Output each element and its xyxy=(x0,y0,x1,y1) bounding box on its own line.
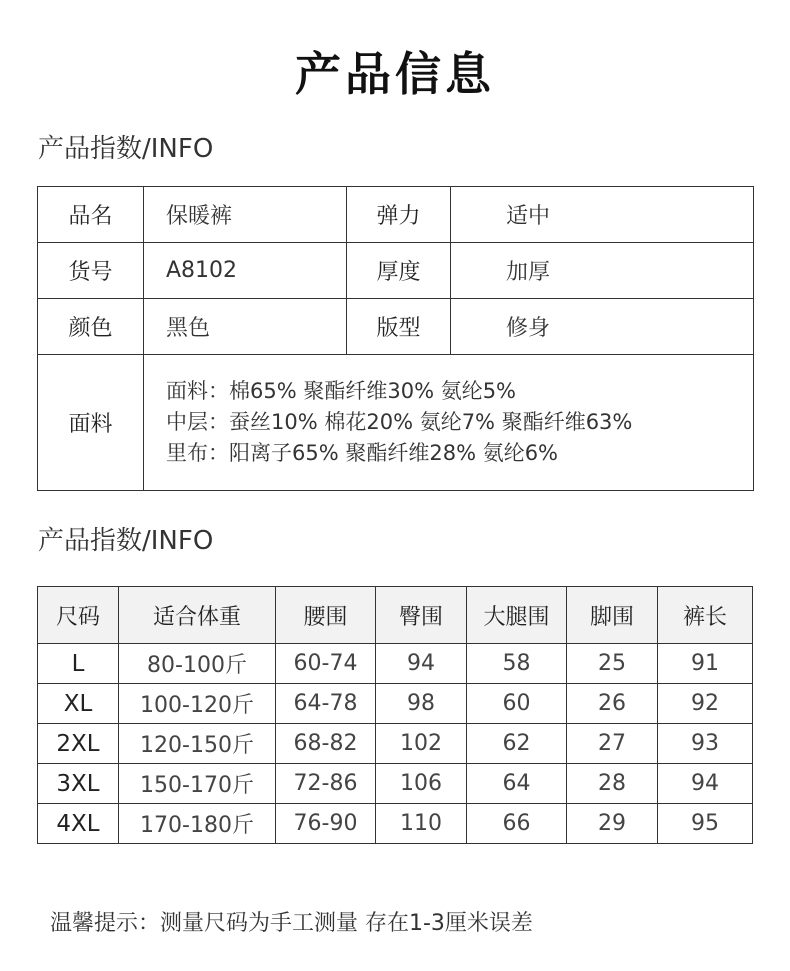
name-value: 保暖裤 xyxy=(144,187,347,243)
fabric-label: 面料 xyxy=(38,355,144,491)
fabric-line-outer: 面料：棉65% 聚酯纤维30% 氨纶5% xyxy=(166,379,517,403)
cell-length: 95 xyxy=(658,804,753,844)
table-header-row xyxy=(38,587,753,644)
measurement-tip: 温馨提示：测量尺码为手工测量 存在1-3厘米误差 xyxy=(50,911,533,936)
fabric-line-middle: 中层：蚕丝10% 棉花20% 氨纶7% 聚酯纤维63% xyxy=(166,410,633,434)
cell-weight: 80-100斤 xyxy=(119,644,276,684)
cell-length: 92 xyxy=(658,684,753,724)
elastic-label: 弹力 xyxy=(347,187,451,243)
cell-waist: 72-86 xyxy=(276,764,376,804)
cell-size: 3XL xyxy=(38,764,119,804)
cell-ankle: 28 xyxy=(567,764,658,804)
table-row xyxy=(38,355,754,491)
cell-length: 93 xyxy=(658,724,753,764)
color-value: 黑色 xyxy=(144,299,347,355)
header-thigh: 大腿围 xyxy=(467,587,567,644)
header-waist: 腰围 xyxy=(276,587,376,644)
cell-weight: 100-120斤 xyxy=(119,684,276,724)
cell-thigh: 66 xyxy=(467,804,567,844)
cell-waist: 60-74 xyxy=(276,644,376,684)
cell-thigh: 64 xyxy=(467,764,567,804)
color-label: 颜色 xyxy=(38,299,144,355)
fit-label: 版型 xyxy=(347,299,451,355)
table-row xyxy=(38,187,754,243)
cell-waist: 64-78 xyxy=(276,684,376,724)
name-label: 品名 xyxy=(38,187,144,243)
table-row xyxy=(38,684,753,724)
thickness-value: 加厚 xyxy=(451,243,754,299)
cell-ankle: 25 xyxy=(567,644,658,684)
table-row xyxy=(38,724,753,764)
cell-ankle: 27 xyxy=(567,724,658,764)
table-row xyxy=(38,299,754,355)
header-ankle: 脚围 xyxy=(567,587,658,644)
cell-hip: 110 xyxy=(376,804,467,844)
cell-size: L xyxy=(38,644,119,684)
elastic-value: 适中 xyxy=(451,187,754,243)
header-length: 裤长 xyxy=(658,587,753,644)
header-size: 尺码 xyxy=(38,587,119,644)
size-chart-table xyxy=(37,586,753,844)
cell-thigh: 62 xyxy=(467,724,567,764)
fabric-composition xyxy=(144,355,754,491)
cell-size: 4XL xyxy=(38,804,119,844)
cell-ankle: 26 xyxy=(567,684,658,724)
cell-thigh: 60 xyxy=(467,684,567,724)
code-value: A8102 xyxy=(144,243,347,299)
table-row xyxy=(38,243,754,299)
thickness-label: 厚度 xyxy=(347,243,451,299)
section-heading-size: 产品指数/INFO xyxy=(38,526,214,556)
cell-hip: 98 xyxy=(376,684,467,724)
page-title: 产品信息 xyxy=(295,47,495,101)
cell-ankle: 29 xyxy=(567,804,658,844)
header-hip: 臀围 xyxy=(376,587,467,644)
cell-weight: 170-180斤 xyxy=(119,804,276,844)
header-weight: 适合体重 xyxy=(119,587,276,644)
fabric-line-lining: 里布：阳离子65% 聚酯纤维28% 氨纶6% xyxy=(166,441,559,465)
fit-value: 修身 xyxy=(451,299,754,355)
cell-hip: 102 xyxy=(376,724,467,764)
cell-hip: 106 xyxy=(376,764,467,804)
cell-size: XL xyxy=(38,684,119,724)
cell-weight: 150-170斤 xyxy=(119,764,276,804)
table-row xyxy=(38,764,753,804)
cell-waist: 76-90 xyxy=(276,804,376,844)
cell-hip: 94 xyxy=(376,644,467,684)
product-info-table xyxy=(37,186,754,491)
cell-length: 94 xyxy=(658,764,753,804)
section-heading-info: 产品指数/INFO xyxy=(38,134,214,164)
cell-thigh: 58 xyxy=(467,644,567,684)
cell-weight: 120-150斤 xyxy=(119,724,276,764)
code-label: 货号 xyxy=(38,243,144,299)
cell-length: 91 xyxy=(658,644,753,684)
cell-size: 2XL xyxy=(38,724,119,764)
table-row xyxy=(38,644,753,684)
cell-waist: 68-82 xyxy=(276,724,376,764)
table-row xyxy=(38,804,753,844)
